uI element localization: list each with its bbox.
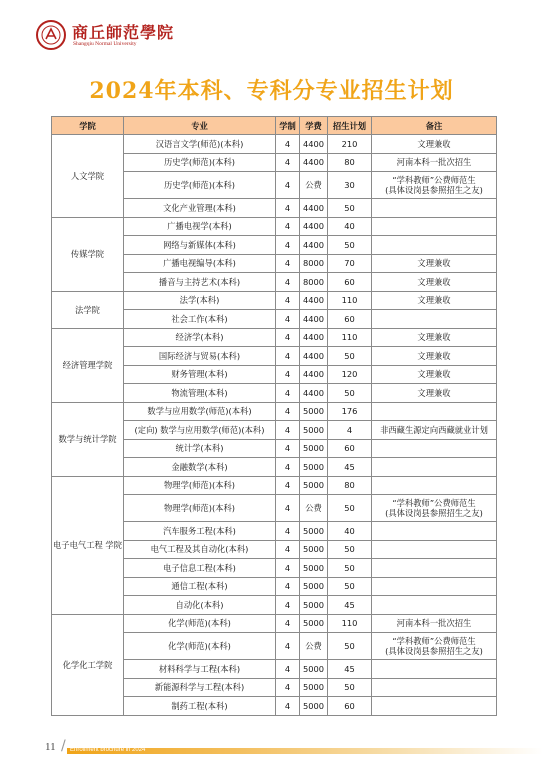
note-cell: 文理兼收 (372, 135, 497, 154)
note-cell (372, 439, 497, 458)
enrollment-plan-table (51, 116, 497, 716)
plan-cell: 110 (328, 614, 372, 633)
years-cell: 4 (276, 476, 300, 495)
college-cell: 经济管理学院 (52, 328, 124, 402)
plan-cell: 60 (328, 697, 372, 716)
plan-cell: 50 (328, 347, 372, 366)
note-cell: 河南本科一批次招生 (372, 153, 497, 172)
note-cell: 非西藏生源定向西藏就业计划 (372, 421, 497, 440)
major-cell: 化学(师范)(本科) (124, 614, 276, 633)
note-line: “学科教师”公费师范生 (392, 175, 476, 185)
plan-cell: 60 (328, 310, 372, 329)
column-header: 专业 (124, 117, 276, 135)
plan-cell: 110 (328, 328, 372, 347)
note-cell (372, 476, 497, 495)
footer-subtitle: Enrollment brochure in 2024 (70, 747, 146, 753)
major-cell: 自动化(本科) (124, 596, 276, 615)
note-cell (372, 217, 497, 236)
major-cell: 经济学(本科) (124, 328, 276, 347)
major-cell: 化学(师范)(本科) (124, 633, 276, 660)
fee-cell: 4400 (300, 153, 328, 172)
note-cell (372, 596, 497, 615)
years-cell: 4 (276, 697, 300, 716)
note-line: (具体设岗县参照招生之友) (385, 508, 483, 518)
column-header: 招生计划 (328, 117, 372, 135)
years-cell: 4 (276, 614, 300, 633)
years-cell: 4 (276, 236, 300, 255)
years-cell: 4 (276, 291, 300, 310)
major-cell: 历史学(师范)(本科) (124, 172, 276, 199)
years-cell: 4 (276, 458, 300, 477)
years-cell: 4 (276, 421, 300, 440)
table-row (52, 328, 497, 347)
note-cell (372, 495, 497, 522)
fee-cell: 4400 (300, 310, 328, 329)
fee-cell: 4400 (300, 328, 328, 347)
years-cell: 4 (276, 596, 300, 615)
fee-cell: 公费 (300, 633, 328, 660)
plan-cell: 80 (328, 476, 372, 495)
fee-cell: 5000 (300, 614, 328, 633)
fee-cell: 4400 (300, 135, 328, 154)
major-cell: 国际经济与贸易(本科) (124, 347, 276, 366)
table-row (52, 291, 497, 310)
fee-cell: 8000 (300, 254, 328, 273)
university-logo (36, 18, 175, 56)
years-cell: 4 (276, 347, 300, 366)
plan-cell: 50 (328, 384, 372, 403)
plan-cell: 176 (328, 402, 372, 421)
plan-cell: 50 (328, 199, 372, 218)
note-cell: 河南本科一批次招生 (372, 614, 497, 633)
note-cell (372, 660, 497, 679)
fee-cell: 8000 (300, 273, 328, 292)
note-cell (372, 236, 497, 255)
major-cell: 汉语言文学(师范)(本科) (124, 135, 276, 154)
college-cell: 传媒学院 (52, 217, 124, 291)
years-cell: 4 (276, 310, 300, 329)
major-cell: 法学(本科) (124, 291, 276, 310)
college-cell: 法学院 (52, 291, 124, 328)
note-cell (372, 559, 497, 578)
fee-cell: 5000 (300, 577, 328, 596)
fee-cell: 5000 (300, 402, 328, 421)
plan-cell: 4 (328, 421, 372, 440)
fee-cell: 4400 (300, 384, 328, 403)
plan-cell: 50 (328, 236, 372, 255)
note-cell (372, 633, 497, 660)
table-row (52, 402, 497, 421)
years-cell: 4 (276, 439, 300, 458)
university-emblem-icon (36, 20, 66, 50)
years-cell: 4 (276, 384, 300, 403)
fee-cell: 5000 (300, 421, 328, 440)
table-row (52, 614, 497, 633)
note-cell (372, 540, 497, 559)
fee-cell: 4400 (300, 365, 328, 384)
major-cell: 通信工程(本科) (124, 577, 276, 596)
major-cell: 文化产业管理(本科) (124, 199, 276, 218)
note-cell: 文理兼收 (372, 365, 497, 384)
fee-cell: 4400 (300, 217, 328, 236)
plan-cell: 40 (328, 217, 372, 236)
fee-cell: 5000 (300, 697, 328, 716)
plan-cell: 120 (328, 365, 372, 384)
major-cell: 汽车服务工程(本科) (124, 522, 276, 541)
major-cell: 电子信息工程(本科) (124, 559, 276, 578)
major-cell: 物流管理(本科) (124, 384, 276, 403)
major-cell: 物理学(师范)(本科) (124, 495, 276, 522)
note-line: (具体设岗县参照招生之友) (385, 185, 483, 195)
plan-cell: 210 (328, 135, 372, 154)
major-cell: 历史学(师范)(本科) (124, 153, 276, 172)
table-body (52, 135, 497, 716)
note-cell (372, 522, 497, 541)
plan-cell: 60 (328, 273, 372, 292)
table-row (52, 476, 497, 495)
note-cell: 文理兼收 (372, 384, 497, 403)
years-cell: 4 (276, 172, 300, 199)
column-header: 学院 (52, 117, 124, 135)
plan-cell: 30 (328, 172, 372, 199)
years-cell: 4 (276, 540, 300, 559)
note-cell (372, 697, 497, 716)
fee-cell: 5000 (300, 439, 328, 458)
years-cell: 4 (276, 273, 300, 292)
years-cell: 4 (276, 577, 300, 596)
years-cell: 4 (276, 217, 300, 236)
column-header: 备注 (372, 117, 497, 135)
major-cell: 财务管理(本科) (124, 365, 276, 384)
note-cell (372, 678, 497, 697)
fee-cell: 5000 (300, 522, 328, 541)
major-cell: 播音与主持艺术(本科) (124, 273, 276, 292)
table-row (52, 135, 497, 154)
major-cell: 金融数学(本科) (124, 458, 276, 477)
fee-cell: 公费 (300, 172, 328, 199)
major-cell: 材料科学与工程(本科) (124, 660, 276, 679)
fee-cell: 4400 (300, 199, 328, 218)
note-cell (372, 402, 497, 421)
major-cell: 统计学(本科) (124, 439, 276, 458)
table-row (52, 217, 497, 236)
plan-cell: 80 (328, 153, 372, 172)
plan-cell: 50 (328, 633, 372, 660)
years-cell: 4 (276, 328, 300, 347)
page-title: 2024年本科、专科分专业招生计划 (89, 78, 454, 104)
years-cell: 4 (276, 678, 300, 697)
fee-cell: 5000 (300, 458, 328, 477)
footer-divider: / (61, 738, 66, 754)
fee-cell: 4400 (300, 347, 328, 366)
note-cell (372, 458, 497, 477)
years-cell: 4 (276, 633, 300, 660)
plan-cell: 50 (328, 678, 372, 697)
note-line: “学科教师”公费师范生 (392, 636, 476, 646)
plan-cell: 110 (328, 291, 372, 310)
years-cell: 4 (276, 254, 300, 273)
column-header: 学费 (300, 117, 328, 135)
major-cell: 社会工作(本科) (124, 310, 276, 329)
years-cell: 4 (276, 660, 300, 679)
plan-cell: 40 (328, 522, 372, 541)
plan-cell: 45 (328, 458, 372, 477)
college-cell: 化学化工学院 (52, 614, 124, 715)
fee-cell: 5000 (300, 660, 328, 679)
note-cell: 文理兼收 (372, 254, 497, 273)
major-cell: 广播电视学(本科) (124, 217, 276, 236)
fee-cell: 5000 (300, 678, 328, 697)
note-cell: 文理兼收 (372, 347, 497, 366)
major-cell: (定向) 数学与应用数学(师范)(本科) (124, 421, 276, 440)
years-cell: 4 (276, 153, 300, 172)
plan-cell: 45 (328, 660, 372, 679)
plan-cell: 50 (328, 559, 372, 578)
years-cell: 4 (276, 199, 300, 218)
note-line: “学科教师”公费师范生 (392, 498, 476, 508)
university-name: 商丘師范學院 (72, 23, 175, 42)
plan-cell: 70 (328, 254, 372, 273)
fee-cell: 5000 (300, 559, 328, 578)
note-cell (372, 199, 497, 218)
fee-cell: 5000 (300, 476, 328, 495)
note-cell: 文理兼收 (372, 291, 497, 310)
college-cell: 电子电气工程 学院 (52, 476, 124, 614)
years-cell: 4 (276, 135, 300, 154)
note-cell (372, 172, 497, 199)
college-cell: 人文学院 (52, 135, 124, 218)
fee-cell: 5000 (300, 540, 328, 559)
plan-cell: 60 (328, 439, 372, 458)
years-cell: 4 (276, 495, 300, 522)
fee-cell: 4400 (300, 236, 328, 255)
major-cell: 新能源科学与工程(本科) (124, 678, 276, 697)
major-cell: 制药工程(本科) (124, 697, 276, 716)
note-cell: 文理兼收 (372, 273, 497, 292)
table-header-row (52, 117, 497, 135)
major-cell: 广播电视编导(本科) (124, 254, 276, 273)
column-header: 学制 (276, 117, 300, 135)
note-cell (372, 577, 497, 596)
major-cell: 电气工程及其自动化(本科) (124, 540, 276, 559)
major-cell: 物理学(师范)(本科) (124, 476, 276, 495)
note-cell (372, 310, 497, 329)
fee-cell: 4400 (300, 291, 328, 310)
plan-cell: 45 (328, 596, 372, 615)
major-cell: 网络与新媒体(本科) (124, 236, 276, 255)
plan-cell: 50 (328, 540, 372, 559)
plan-cell: 50 (328, 495, 372, 522)
university-name-en: Shangqiu Normal University (73, 41, 137, 47)
years-cell: 4 (276, 522, 300, 541)
college-cell: 数学与统计学院 (52, 402, 124, 476)
note-cell: 文理兼收 (372, 328, 497, 347)
fee-cell: 公费 (300, 495, 328, 522)
years-cell: 4 (276, 559, 300, 578)
major-cell: 数学与应用数学(师范)(本科) (124, 402, 276, 421)
years-cell: 4 (276, 402, 300, 421)
fee-cell: 5000 (300, 596, 328, 615)
years-cell: 4 (276, 365, 300, 384)
page-number: 11 (45, 741, 56, 753)
plan-cell: 50 (328, 577, 372, 596)
note-line: (具体设岗县参照招生之友) (385, 646, 483, 656)
